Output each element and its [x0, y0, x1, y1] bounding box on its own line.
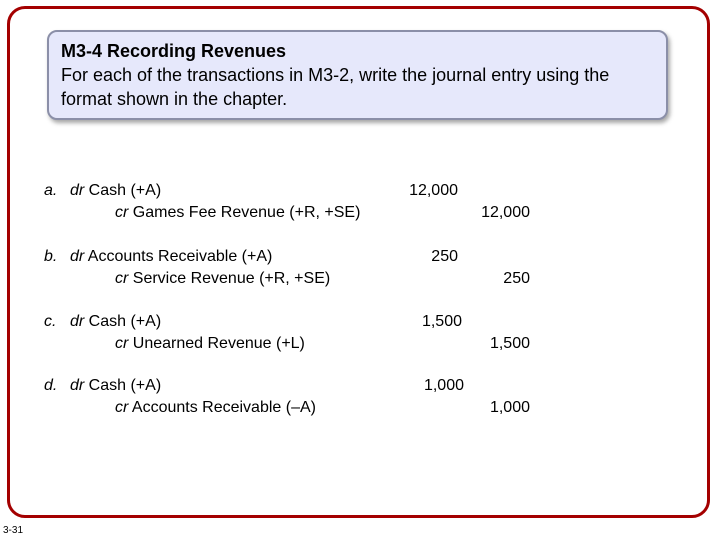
credit-line — [44, 202, 360, 224]
credit-amount: 1,000 — [489, 399, 530, 416]
credit-prefix: cr — [115, 204, 129, 221]
entry-label: a. — [44, 182, 58, 199]
debit-prefix: dr — [70, 182, 85, 199]
credit-amount: 250 — [503, 270, 530, 287]
credit-account: Accounts Receivable (–A) — [128, 399, 316, 416]
debit-amount: 1,000 — [423, 377, 464, 394]
credit-line — [44, 268, 330, 290]
debit-prefix: dr — [70, 248, 85, 265]
slide-heading: M3-4 Recording Revenues — [61, 41, 287, 61]
journal-entry-b — [44, 246, 330, 290]
debit-line — [44, 246, 330, 268]
debit-line — [44, 180, 360, 202]
journal-entry-c — [44, 311, 305, 355]
debit-line — [44, 311, 305, 333]
debit-account: Cash (+A) — [84, 377, 162, 394]
credit-line — [44, 397, 316, 419]
credit-account: Unearned Revenue (+L) — [128, 335, 305, 352]
credit-amount: 1,500 — [489, 335, 530, 352]
page-number: 3-31 — [3, 525, 24, 536]
debit-prefix: dr — [70, 313, 85, 330]
slide-description: For each of the transactions in M3-2, write the journal entry using the format shown in the chapter. — [61, 65, 610, 109]
debit-account: Accounts Receivable (+A) — [84, 248, 273, 265]
journal-entry-d — [44, 375, 316, 419]
debit-amount: 250 — [431, 248, 458, 265]
title-box — [47, 30, 668, 120]
debit-amount: 1,500 — [421, 313, 462, 330]
credit-amount: 12,000 — [481, 204, 530, 221]
credit-account: Games Fee Revenue (+R, +SE) — [128, 204, 361, 221]
credit-prefix: cr — [115, 399, 129, 416]
credit-prefix: cr — [115, 270, 129, 287]
entry-label: c. — [44, 313, 57, 330]
credit-line — [44, 333, 305, 355]
debit-amount: 12,000 — [409, 182, 458, 199]
journal-entry-a — [44, 180, 360, 224]
credit-account: Service Revenue (+R, +SE) — [128, 270, 331, 287]
debit-line — [44, 375, 316, 397]
entry-label: b. — [44, 248, 58, 265]
credit-prefix: cr — [115, 335, 129, 352]
debit-account: Cash (+A) — [84, 182, 162, 199]
debit-prefix: dr — [70, 377, 85, 394]
entry-label: d. — [44, 377, 58, 394]
debit-account: Cash (+A) — [84, 313, 162, 330]
